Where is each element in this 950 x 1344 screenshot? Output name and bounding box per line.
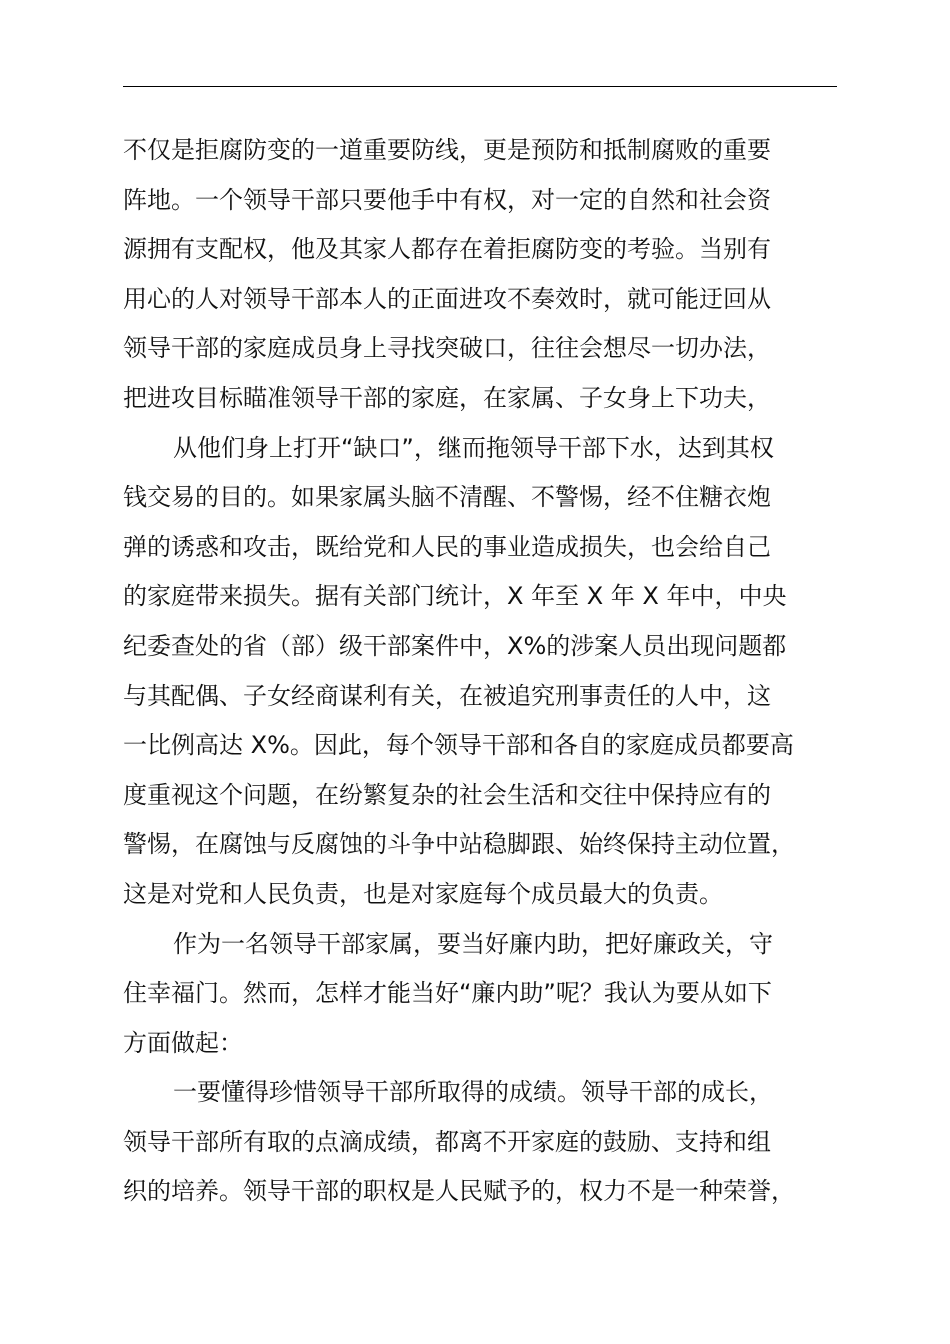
header-rule xyxy=(123,86,837,87)
text-line: 与其配偶、子女经商谋利有关，在被追究刑事责任的人中，这 xyxy=(123,681,771,710)
text-line: 用心的人对领导干部本人的正面进攻不奏效时，就可能迂回从 xyxy=(123,284,771,313)
text-line: 的家庭带来损失。据有关部门统计，X 年至 X 年 X 年中，中央 xyxy=(123,582,787,611)
text-line: 一比例高达 X%。因此，每个领导干部和各自的家庭成员都要高 xyxy=(123,731,794,760)
paragraph-first-line: 作为一名领导干部家属，要当好廉内助，把好廉政关，守 xyxy=(173,929,773,958)
text-line: 领导干部所有取的点滴成绩，都离不开家庭的鼓励、支持和组 xyxy=(123,1127,771,1156)
text-line: 织的培养。领导干部的职权是人民赋予的，权力不是一种荣誉， xyxy=(123,1177,795,1206)
text-line: 钱交易的目的。如果家属头脑不清醒、不警惕，经不住糖衣炮 xyxy=(123,483,771,512)
paragraph-first-line: 一要懂得珍惜领导干部所取得的成绩。领导干部的成长， xyxy=(173,1078,773,1107)
text-line: 弹的诱惑和攻击，既给党和人民的事业造成损失，也会给自己 xyxy=(123,532,771,561)
text-line: 领导干部的家庭成员身上寻找突破口，往往会想尽一切办法， xyxy=(123,334,771,363)
text-line: 方面做起： xyxy=(123,1028,243,1057)
text-line: 阵地。一个领导干部只要他手中有权，对一定的自然和社会资 xyxy=(123,185,771,214)
text-line: 这是对党和人民负责，也是对家庭每个成员最大的负责。 xyxy=(123,879,723,908)
text-line: 纪委查处的省（部）级干部案件中，X%的涉案人员出现问题都 xyxy=(123,631,787,660)
text-line: 源拥有支配权，他及其家人都存在着拒腐防变的考验。当别有 xyxy=(123,235,771,264)
paragraph-first-line: 从他们身上打开“缺口”，继而拖领导干部下水，达到其权 xyxy=(173,433,774,462)
text-line: 度重视这个问题，在纷繁复杂的社会生活和交往中保持应有的 xyxy=(123,780,771,809)
text-line: 把进攻目标瞄准领导干部的家庭，在家属、子女身上下功夫， xyxy=(123,383,771,412)
text-line: 不仅是拒腐防变的一道重要防线，更是预防和抵制腐败的重要 xyxy=(123,136,771,164)
text-line: 住幸福门。然而，怎样才能当好“廉内助”呢？我认为要从如下 xyxy=(123,979,772,1008)
body-text xyxy=(123,126,868,1217)
text-line: 警惕，在腐蚀与反腐蚀的斗争中站稳脚跟、始终保持主动位置， xyxy=(123,830,795,859)
